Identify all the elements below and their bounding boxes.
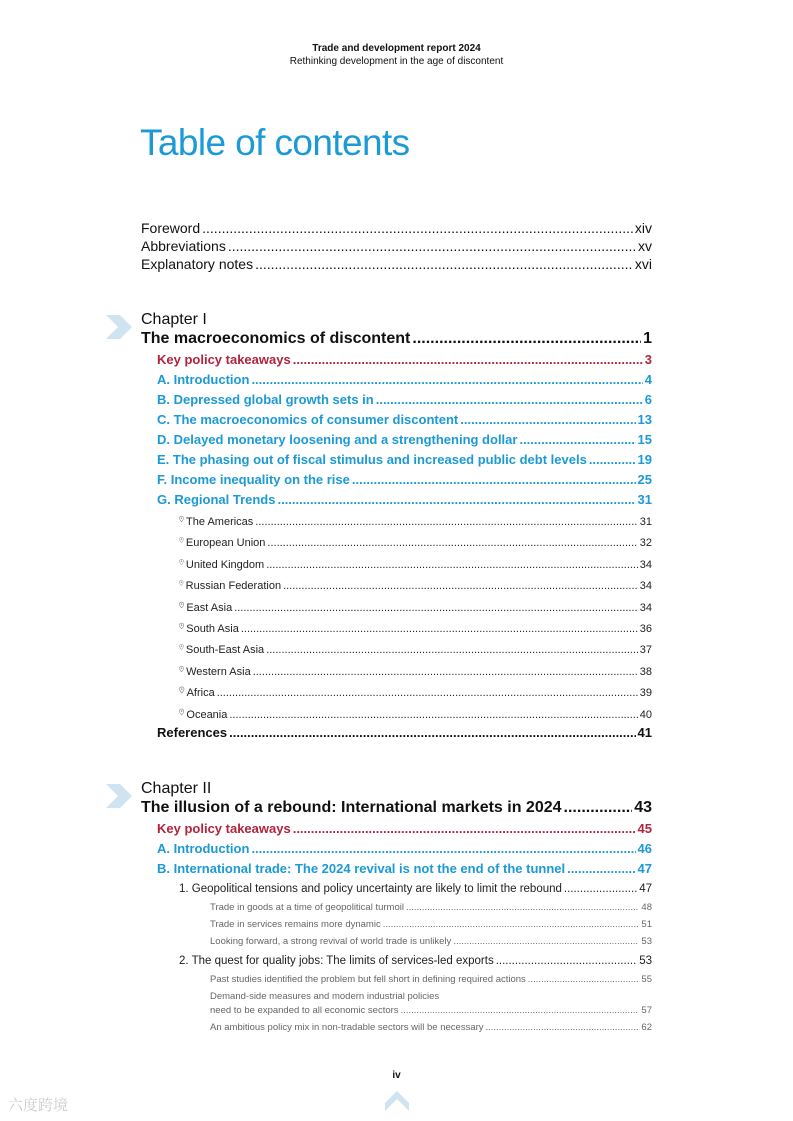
running-header [0, 42, 793, 68]
map-pin-icon [179, 684, 185, 696]
map-pin-icon [179, 534, 184, 546]
chevron-right-icon [104, 782, 134, 810]
entry-label: Explanatory notes [141, 256, 254, 272]
entry-page: xv [638, 238, 652, 254]
map-pin-icon [179, 706, 184, 718]
map-pin-icon [179, 556, 184, 568]
watermark: 六度跨境 [8, 1097, 69, 1114]
toc-region-entry[interactable]: Western Asia ..... 38 [179, 663, 652, 678]
toc-region-entry[interactable]: South Asia ..... 36 [179, 620, 652, 635]
toc-entry-section-b[interactable]: B. International trade: The 2024 revival is not the end of the tunnel ..... 47 [157, 861, 652, 876]
toc-subitem[interactable]: Trade in goods at a time of geopolitical turmoil ..... 48 [210, 902, 652, 913]
toc-subitem-line1: Demand-side measures and modern industrial policies [210, 991, 440, 1002]
toc-subitem[interactable]: need to be expanded to all economic sectors ..... 57 [210, 1005, 652, 1016]
toc-subitem[interactable]: Past studies identified the problem but fell short in defining required actions ..... 55 [210, 974, 652, 985]
toc-entry-section-b[interactable]: B. Depressed global growth sets in ..... 6 [157, 392, 652, 407]
map-pin-icon [179, 663, 184, 675]
toc-subsection-2[interactable]: 2. The quest for quality jobs: The limits of services-led exports ..... 53 [179, 955, 652, 967]
toc-entry-explanatory-notes[interactable] [141, 256, 652, 272]
entry-page: xvi [634, 256, 652, 272]
chapter-2-title[interactable]: The illusion of a rebound: International markets in 2024 ..... 43 [141, 799, 652, 817]
toc-subitem[interactable]: An ambitious policy mix in non-tradable sectors will be necessary ..... 62 [210, 1022, 652, 1033]
entry-page: xiv [634, 220, 652, 236]
chapter-1-title[interactable]: The macroeconomics of discontent ..... 1 [141, 330, 652, 348]
toc-subitem[interactable]: Trade in services remains more dynamic ..... 51 [210, 919, 652, 930]
toc-entry-key-policy-takeaways[interactable]: Key policy takeaways ..... 45 [157, 821, 652, 836]
toc-entry-key-policy-takeaways[interactable]: Key policy takeaways ..... 3 [157, 352, 652, 367]
chevron-up-icon[interactable] [384, 1090, 410, 1112]
chapter-2-label: Chapter II [141, 780, 212, 797]
map-pin-icon [179, 513, 184, 525]
toc-subsection-1[interactable]: 1. Geopolitical tensions and policy uncertainty are likely to limit the rebound ..... 47 [179, 883, 652, 895]
toc-entry-references[interactable]: References ..... 41 [157, 725, 652, 740]
toc-region-entry[interactable]: Oceania ..... 40 [179, 706, 652, 721]
chapter-1-label: Chapter I [141, 311, 207, 328]
toc-entry-foreword[interactable] [141, 220, 652, 236]
toc-entry-abbreviations[interactable] [141, 238, 652, 254]
chevron-right-icon [104, 313, 134, 341]
map-pin-icon [179, 599, 184, 611]
toc-region-entry[interactable]: The Americas ..... 31 [179, 513, 652, 528]
report-title: Trade and development report 2024 [312, 43, 481, 54]
page-number: iv [392, 1070, 401, 1081]
toc-entry-section-e[interactable]: E. The phasing out of fiscal stimulus and increased public debt levels ..... 19 [157, 452, 652, 467]
toc-subitem[interactable]: Looking forward, a strong revival of world trade is unlikely ..... 53 [210, 936, 652, 947]
toc-heading: Table of contents [140, 122, 410, 163]
toc-entry-section-f[interactable]: F. Income inequality on the rise ..... 25 [157, 472, 652, 487]
toc-region-entry[interactable]: Russian Federation ..... 34 [179, 577, 652, 592]
map-pin-icon [179, 620, 184, 632]
toc-region-entry[interactable]: United Kingdom ..... 34 [179, 556, 652, 571]
toc-entry-section-g[interactable]: G. Regional Trends ..... 31 [157, 492, 652, 507]
map-pin-icon [179, 577, 184, 589]
toc-entry-section-c[interactable]: C. The macroeconomics of consumer discontent ..... 13 [157, 412, 652, 427]
map-pin-icon [179, 641, 184, 653]
toc-region-entry[interactable]: Africa ..... 39 [179, 684, 652, 699]
toc-region-entry[interactable]: South-East Asia ..... 37 [179, 641, 652, 656]
toc-entry-section-a[interactable]: A. Introduction ..... 4 [157, 372, 652, 387]
toc-entry-section-a[interactable]: A. Introduction ..... 46 [157, 841, 652, 856]
entry-label: Foreword [141, 220, 201, 236]
toc-region-entry[interactable]: European Union ..... 32 [179, 534, 652, 549]
report-subtitle: Rethinking development in the age of discontent [289, 56, 504, 67]
toc-entry-section-d[interactable]: D. Delayed monetary loosening and a strengthening dollar ..... 15 [157, 432, 652, 447]
entry-label: Abbreviations [141, 238, 226, 254]
toc-region-entry[interactable]: East Asia ..... 34 [179, 599, 652, 614]
